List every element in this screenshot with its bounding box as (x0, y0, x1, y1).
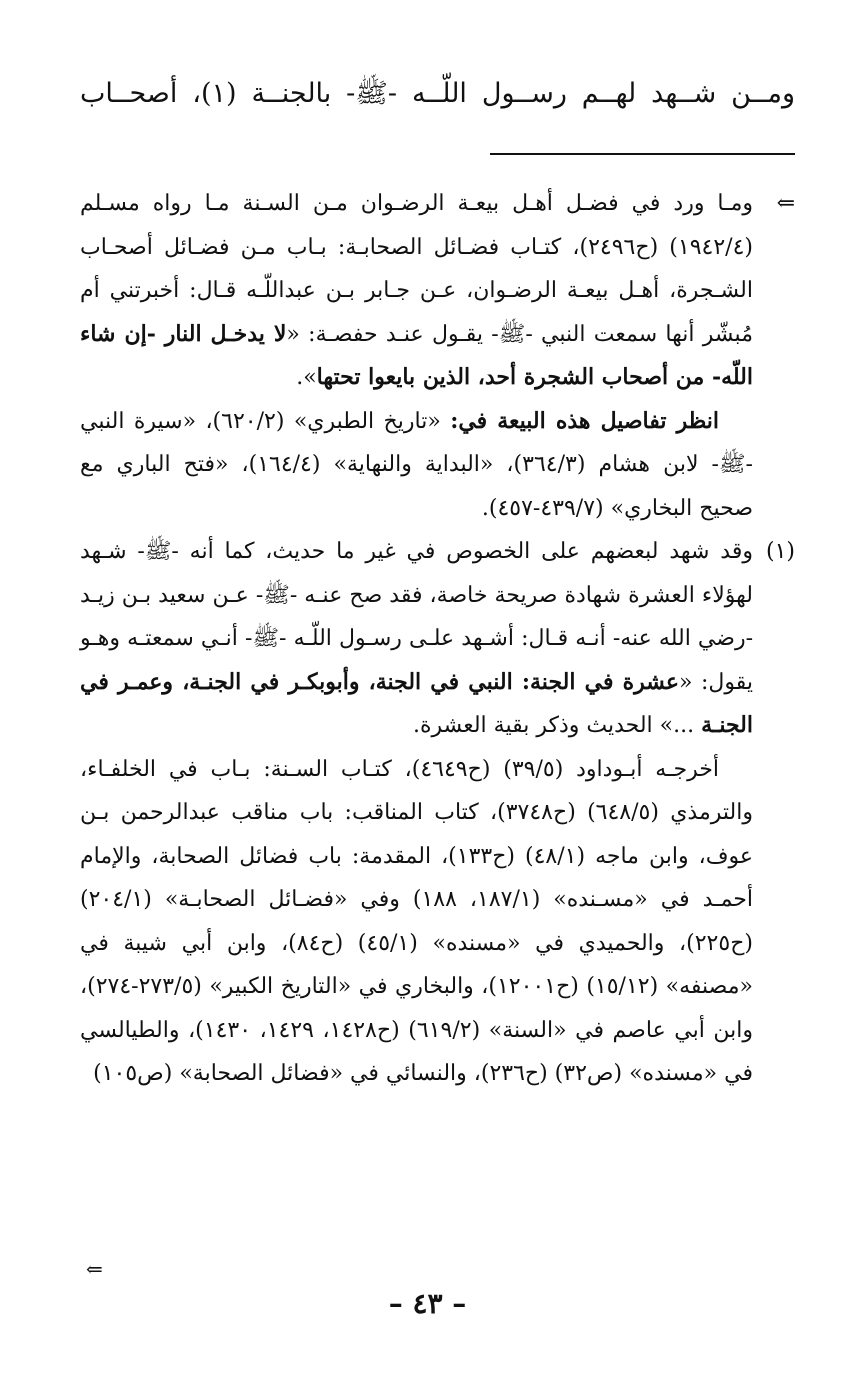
continuation-text: ومـا ورد في فضـل أهـل بيعـة الرضـوان مـن السـنة مـا رواه مسـلم (١٩٤٢/٤) (ح٢٤٩٦)، كتـاب فضـائل الصحابـة: بـاب مـن فضـائل أصحـاب الشـجرة، أهـل بيعـة الرضـوان، عـن جـابر بـن عبداللّـه قـال: أخبرتني أم مُبشّر أنها سمعت النبي -ﷺ- يقـول عنـد حفصـة: « (80, 191, 753, 347)
quote-close: ». (296, 365, 317, 390)
footnote-1-paragraph (80, 530, 753, 748)
continuation-arrow-icon: ⇐ (86, 1257, 103, 1281)
continuation-paragraph (80, 182, 753, 400)
takhrij-paragraph: أخرجـه أبـوداود (٣٩/٥) (ح٤٦٤٩)، كتـاب السـنة: بـاب في الخلفـاء، والترمذي (٦٤٨/٥) (ح٣٧٤٨)، كتاب المناقب: باب مناقب عبدالرحمن بـن عوف، وابن ماجه (٤٨/١) (ح١٣٣)، المقدمة: باب فضائل الصحابة، والإمام أحمـد في «مسـنده» (١٨٧/١، ١٨٨) وفي «فضـائل الصحابـة» (٢٠٤/١) (ح٢٢٥)، والحميدي في «مسنده» (٤٥/١) (ح٨٤)، وابن أبي شيبة في «مصنفه» (١٥/١٢) (ح١٢٠٠١)، والبخاري في «التاريخ الكبير» (٢٧٣/٥-٢٧٤)، وابن أبي عاصم في «السنة» (٦١٩/٢) (ح١٤٢٨، ١٤٢٩، ١٤٣٠)، والطيالسي في «مسنده» (ص٣٢) (ح٢٣٦)، والنسائي في «فضائل الصحابة» (ص١٠٥) (80, 756, 754, 1086)
footnote-1-tail: ...» الحديث وذكر بقية العشرة. (412, 713, 702, 738)
see-details-refs: «تاريخ الطبري» (٦٢٠/٢)، «سيرة النبي -ﷺ- لابن هشام (٣٦٤/٣)، «البداية والنهاية» (١٦٤/٤)، «فتح الباري مع صحيح البخاري» (٤٣٩/٧-٤٥٧). (80, 408, 753, 521)
see-details-block (80, 400, 795, 531)
footnote-continuation (80, 182, 795, 400)
see-details-lead: انظر تفاصيل هذه البيعة في: (450, 407, 720, 434)
main-text-line: ومــن شــهد لهــم رســول اللّــه -ﷺ- بالجنــة (١)، أصحــاب (80, 78, 795, 109)
footnote-1-marker: (١) (765, 539, 795, 564)
footnote-separator (490, 153, 795, 155)
see-details-paragraph (80, 400, 753, 531)
footnote-1-text: وقد شهد لبعضهم على الخصوص في غير ما حديث، كما أنه -ﷺ- شـهد لهؤلاء العشرة شهادة صريحة خاصة، فقد صح عنـه -ﷺ- عـن سعيد بـن زيـد -رضي الله عنه- أنـه قـال: أشـهد علـى رسـول اللّـه -ﷺ- أنـي سمعتـه وهـو يقول: « (80, 539, 754, 695)
ten-promised-quote: عشرة في الجنة: النبي في الجنة، وأبوبكـر في الجنـة، وعمـر في الجنـة (80, 668, 753, 738)
page-number: – ٤٣ – (388, 1287, 467, 1320)
hadith-quote: لا يدخـل النار -إن شاء اللّه- من أصحاب الشجرة أحد، الذين بايعوا تحتها (80, 320, 753, 390)
footnotes-section (80, 182, 795, 1096)
footnote-1 (80, 530, 795, 748)
takhrij-block (80, 748, 795, 1096)
continuation-marker: ⇐ (776, 191, 795, 216)
